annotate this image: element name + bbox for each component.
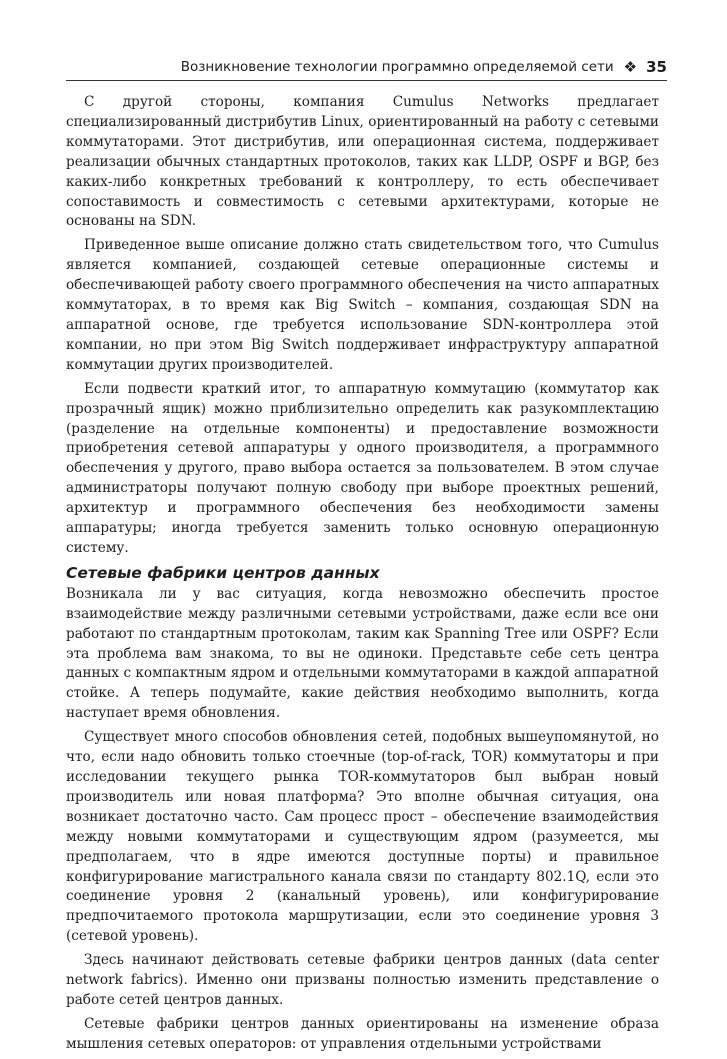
section-heading: Сетевые фабрики центров данных <box>66 563 380 582</box>
paragraph: Существует много способов обновления сетей, подобных вышеупомянутой, но что, если надо обновить только стоечные (top-of-rack, TOR) коммутаторы и при исследовании текущего рынка TOR-коммутаторов был выбран новый производитель или новая платформа? Это вполне обычная ситуация, она возникает достаточно часто. Сам процесс прост – обеспечение взаимодействия между новыми коммутаторами и существующим ядром (разумеется, мы предполагаем, что в ядре имеются доступные порты) и правильное конфигурирование магистрального канала связи по стандарту 802.1Q, если это соединение уровня 2 (канальный уровень), или конфигурирование предпочитаемого протокола маршрутизации, если это соединение уровня 3 (сетевой уровень). <box>66 729 659 945</box>
paragraph: Возникала ли у вас ситуация, когда невозможно обеспечить простое взаимодействие между различными сетевыми устройствами, даже если все они работают по стандартным протоколам, таким как Spanning Tree или OSPF? Если эта проблема вам знакома, то вы не одиноки. Представьте себе сеть центра данных с компактным ядром и отдельными коммутаторами в каждой аппаратной стойке. А теперь подумайте, какие действия необходимо выполнить, когда наступает время обновления. <box>66 585 659 722</box>
page-body <box>66 93 659 1059</box>
chapter-title: Возникновение технологии программно определяемой сети <box>180 59 614 75</box>
running-head <box>66 56 667 78</box>
paragraph: Если подвести краткий итог, то аппаратную коммутацию (коммутатор как прозрачный ящик) можно приблизительно определить как разукомплектацию (разделение на отдельные компоненты) и предоставление возможности приобретения сетевой аппаратуры у одного производителя, а программного обеспечения у другого, право выбора остается за пользователем. В этом случае администраторы получают полную свободу при выборе проектных решений, архитектур и программного обеспечения без необходимости замены аппаратуры; иногда требуется заменить только основную операционную систему. <box>66 380 659 556</box>
header-rule <box>66 80 667 81</box>
paragraph: Сетевые фабрики центров данных ориентированы на изменение образа мышления сетевых операторов: от управления отдельными устройствами <box>66 1015 659 1052</box>
paragraph: Здесь начинают действовать сетевые фабрики центров данных (data center network fabrics). Именно они призваны полностью изменить представление о работе сетей центров данных. <box>66 952 659 1008</box>
ornament-icon: ❖ <box>623 58 638 76</box>
paragraph: Приведенное выше описание должно стать свидетельством того, что Cumulus является компанией, создающей сетевые операционные системы и обеспечивающей работу своего программного обеспечения на чисто аппаратных коммутаторах, в то время как Big Switch – компания, создающая SDN на аппаратной основе, где требуется использование SDN-контроллера этой компании, но при этом Big Switch поддерживает инфраструктуру аппаратной коммутации других производителей. <box>66 237 659 373</box>
paragraph: С другой стороны, компания Cumulus Networks предлагает специализированный дистрибутив Linux, ориентированный на работу с сетевыми коммутаторами. Этот дистрибутив, или операционная система, поддерживает реализации обычных стандартных протоколов, таких как LLDP, OSPF и BGP, без каких-либо конкретных требований к контроллеру, то есть обеспечивает сопоставимость и совместимость с сетевыми архитектурами, которые не основаны на SDN. <box>66 94 659 230</box>
page-number: 35 <box>646 58 667 76</box>
